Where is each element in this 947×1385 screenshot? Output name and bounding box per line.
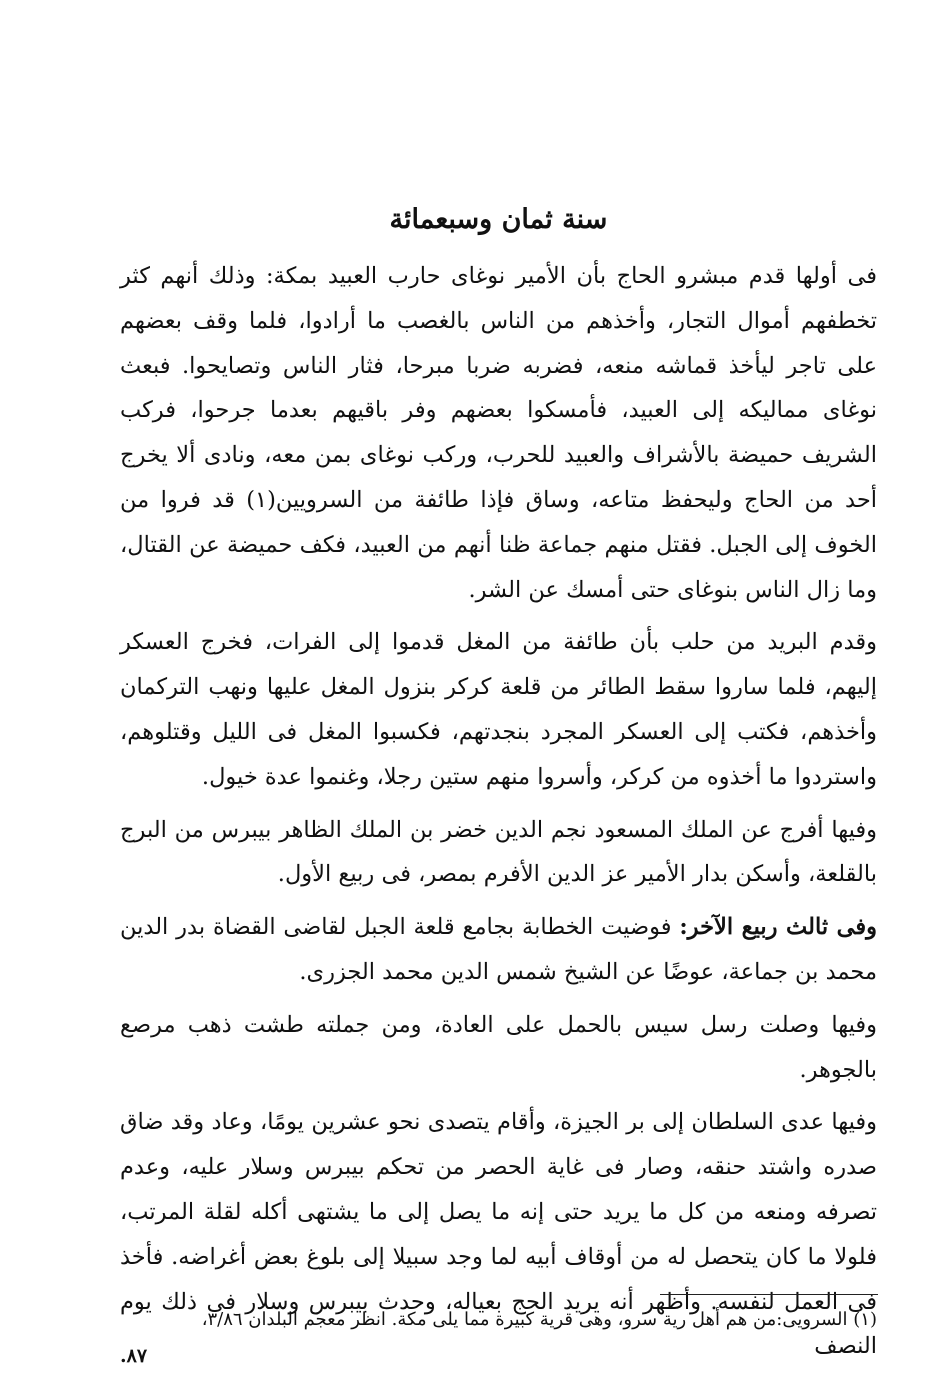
paragraph-4	[120, 905, 877, 995]
paragraph-lead: وفى ثالث ربيع الآخر:	[679, 914, 877, 941]
paragraph-text: فى أولها قدم مبشرو الحاج بأن الأمير نوغاى حارب العبيد بمكة: وذلك أنهم كثر تخطفهم أموال التجار، وأخذهم من الناس بالغصب ما أرادوا، فلما وقف بعضهم على تاجر ليأخذ قماشه منعه، فضربه ضربا مبرحا، فثار الناس وتصايحوا. فبعث نوغاى مماليكه إلى العبيد، فأمسكوا بعضهم وفر باقيهم بعدما جرحوا، فركب الشريف حميضة بالأشراف والعبيد للحرب، وركب نوغاى بمن معه، ونادى ألا يخرج أحد من الحاج وليحفظ متاعه، وساق فإذا طائفة من السرويين(١) قد فروا من الخوف إلى الجبل. فقتل منهم جماعة ظنا أنهم من العبيد، فكف حميضة عن القتال، وما زال الناس بنوغاى حتى أمسك عن الشر.	[120, 263, 877, 603]
section-heading: سنة ثمان وسبعمائة	[389, 204, 608, 235]
paragraph-text: وفيها وصلت رسل سيس بالحمل على العادة، ومن جملته طشت ذهب مرصع بالجوهر.	[120, 1011, 877, 1083]
page-body	[120, 200, 877, 1377]
paragraph-text: وفيها أفرج عن الملك المسعود نجم الدين خضر بن الملك الظاهر بيبرس من البرج بالقلعة، وأسكن بدار الأمير عز الدين الأفرم بمصر، فى ربيع الأول.	[120, 816, 877, 888]
paragraph-5	[120, 1003, 877, 1093]
footnote-divider	[660, 1294, 878, 1295]
paragraph-text: وفيها عدى السلطان إلى بر الجيزة، وأقام يتصدى نحو عشرين يومًا، وعاد وقد ضاق صدره واشتد حنقه، وصار فى غاية الحصر من تحكم بيبرس وسلار عليه، وعدم تصرفه ومنعه من كل ما يريد حتى إنه ما يصل إلى ما يشتهى أكله لقلة المرتب، فلولا ما كان يتحصل له من أوقاف أبيه لما وجد سبيلا إلى بلوغ بعض أغراضه. فأخذ فى العمل لنفسه. وأظهر أنه يريد الحج بعياله، وحدث بيبرس وسلار فى ذلك يوم النصف	[120, 1109, 877, 1360]
paragraph-text: وقدم البريد من حلب بأن طائفة من المغل قدموا إلى الفرات، فخرج العسكر إليهم، فلما ساروا سقط الطائر من قلعة كركر بنزول المغل عليها ونهب التركمان وأخذهم، فكتب إلى العسكر المجرد بنجدتهم، فكسبوا المغل فى الليل وقتلوهم، واستردوا ما أخذوه من كركر، وأسروا منهم ستين رجلا، وغنموا عدة خيول.	[120, 629, 877, 790]
paragraph-3	[120, 808, 877, 898]
paragraph-2	[120, 620, 877, 799]
footnote: (١) السرويى:من هم أهل رية سرو، وهى قرية كبيرة مما يلى مكة. انظر معجم البلدان ٣/٨٦،	[201, 1309, 877, 1330]
paragraph-1	[120, 254, 877, 612]
page-number: ٨٧.	[120, 1345, 148, 1367]
paragraph-text: فوضيت الخطابة بجامع قلعة الجبل لقاضى القضاة بدر الدين محمد بن جماعة، عوضًا عن الشيخ شمس الدين محمد الجزرى.	[120, 914, 877, 985]
